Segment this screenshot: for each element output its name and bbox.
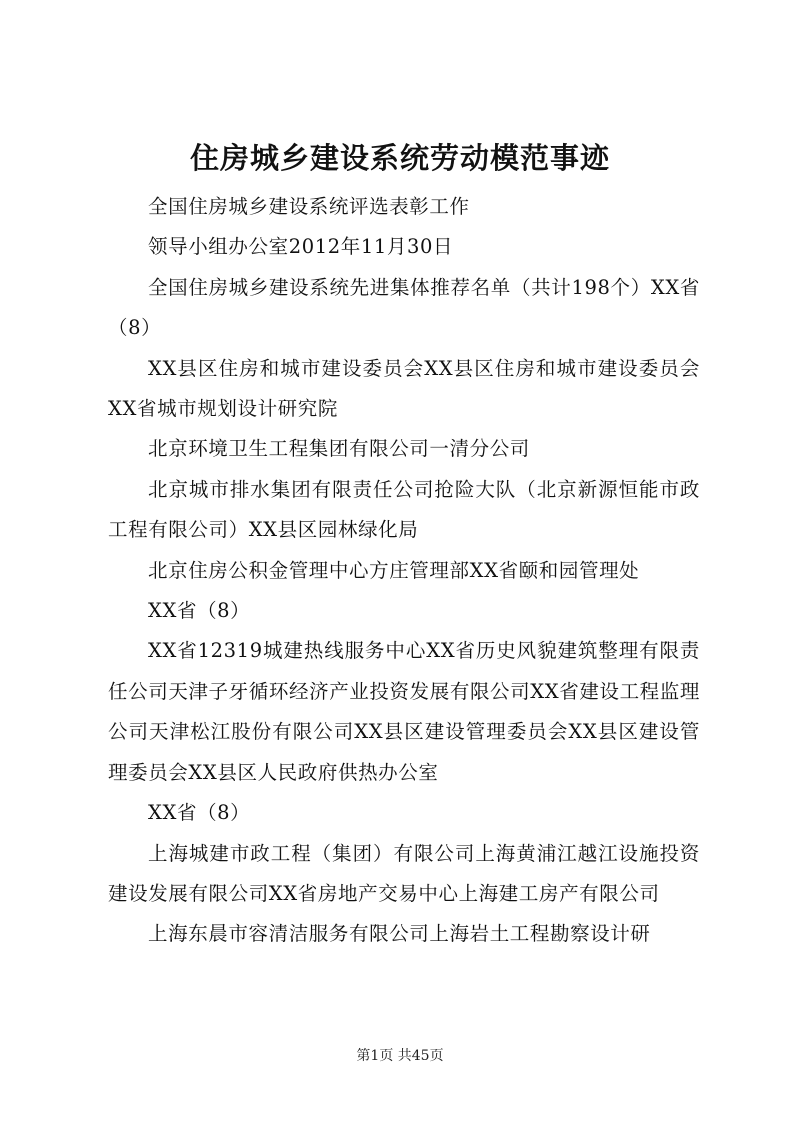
paragraph-12: 上海东晨市容清洁服务有限公司上海岩土工程勘察设计研 — [148, 922, 651, 946]
paragraph-7: 北京住房公积金管理中心方庄管理部XX省颐和园管理处 — [148, 558, 640, 582]
paragraph-3: 全国住房城乡建设系统先进集体推荐名单（共计198个）XX省（8） — [108, 275, 700, 340]
paragraph-5: 北京环境卫生工程集团有限公司一清分公司 — [148, 437, 530, 461]
paragraph-2: 领导小组办公室2012年11月30日 — [148, 235, 454, 259]
document-body — [108, 187, 700, 955]
paragraph-11: 上海城建市政工程（集团）有限公司上海黄浦江越江设施投资建设发展有限公司XX省房地产交易中心上海建工房产有限公司 — [108, 841, 700, 905]
paragraph-6: 北京城市排水集团有限责任公司抢险大队（北京新源恒能市政工程有限公司）XX县区园林绿化局 — [108, 477, 700, 542]
page-footer: 第1页 共45页 — [356, 1048, 444, 1064]
document-title: 住房城乡建设系统劳动模范事迹 — [189, 141, 610, 175]
paragraph-4: XX县区住房和城市建设委员会XX县区住房和城市建设委员会XX省城市规划设计研究院 — [108, 356, 700, 421]
paragraph-10: XX省（8） — [148, 801, 251, 825]
paragraph-1: 全国住房城乡建设系统评选表彰工作 — [148, 195, 470, 218]
paragraph-9: XX省12319城建热线服务中心XX省历史风貌建筑整理有限责任公司天津子牙循环经济产业投资发展有限公司XX省建设工程监理公司天津松江股份有限公司XX县区建设管理委员会XX县区建设管理委员会XX县区人民政府供热办公室 — [108, 639, 700, 784]
paragraph-8: XX省（8） — [148, 599, 251, 623]
